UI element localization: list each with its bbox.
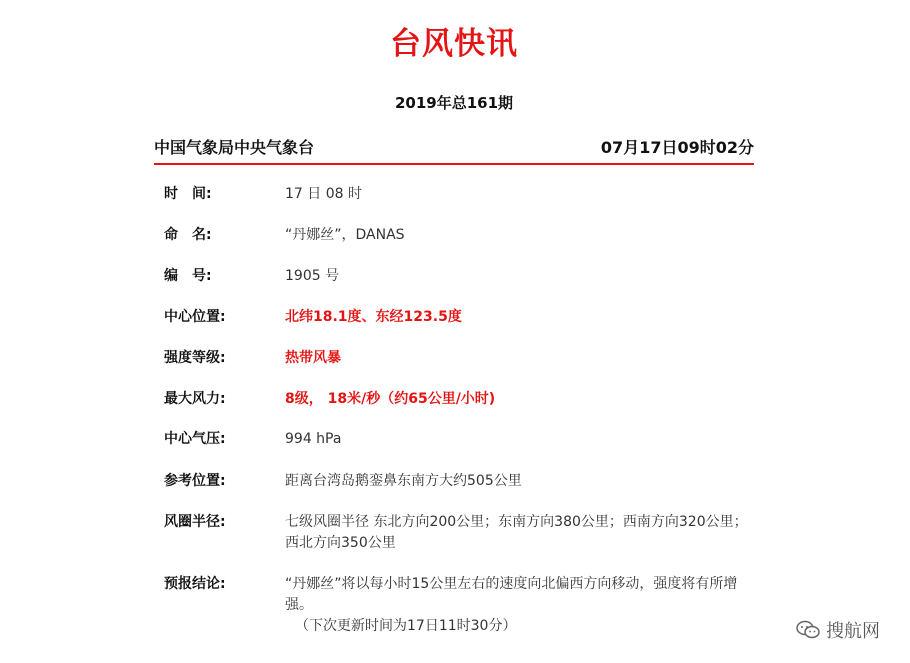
field-value: 北纬18.1度、东经123.5度 bbox=[285, 309, 462, 325]
field-label: 时 间: bbox=[164, 186, 212, 202]
next-update-note: （下次更新时间为17日11时30分） bbox=[295, 618, 517, 634]
watermark-text: 搜航网 bbox=[826, 621, 880, 642]
field-label: 编 号: bbox=[164, 268, 212, 284]
issue-number: 2019年总161期 bbox=[394, 94, 514, 112]
field-label: 参考位置: bbox=[164, 473, 226, 489]
field-value: 距离台湾岛鹅銮鼻东南方大约505公里 bbox=[285, 473, 522, 489]
field-value: “丹娜丝”，DANAS bbox=[285, 227, 405, 243]
bulletin-header bbox=[154, 133, 754, 165]
wechat-icon bbox=[796, 620, 820, 640]
forecast-text: “丹娜丝”将以每小时15公里左右的速度向北偏西方向移动，强度将有所增强。 bbox=[285, 576, 738, 613]
field-label: 强度等级: bbox=[164, 350, 226, 366]
field-value: 8级， 18米/秒（约65公里/小时) bbox=[285, 391, 496, 407]
field-label: 最大风力: bbox=[164, 391, 226, 407]
issue-datetime: 07月17日09时02分 bbox=[600, 138, 754, 157]
field-label: 风圈半径: bbox=[164, 514, 226, 530]
field-value: 七级风圈半径 东北方向200公里；东南方向380公里；西南方向320公里；西北方向350公里 bbox=[285, 514, 748, 551]
page-title: 台风快讯 bbox=[390, 26, 518, 62]
field-value-group bbox=[285, 574, 751, 637]
field-label: 中心气压: bbox=[164, 431, 226, 447]
field-value: 17 日 08 时 bbox=[285, 186, 362, 202]
watermark bbox=[796, 617, 880, 643]
agency-name: 中国气象局中央气象台 bbox=[154, 138, 315, 157]
field-label: 预报结论: bbox=[164, 576, 226, 592]
field-value: 994 hPa bbox=[285, 431, 342, 447]
field-label: 命 名: bbox=[164, 227, 212, 243]
field-value: 热带风暴 bbox=[285, 350, 341, 366]
field-value: 1905 号 bbox=[285, 268, 340, 284]
field-label: 中心位置: bbox=[164, 309, 226, 325]
